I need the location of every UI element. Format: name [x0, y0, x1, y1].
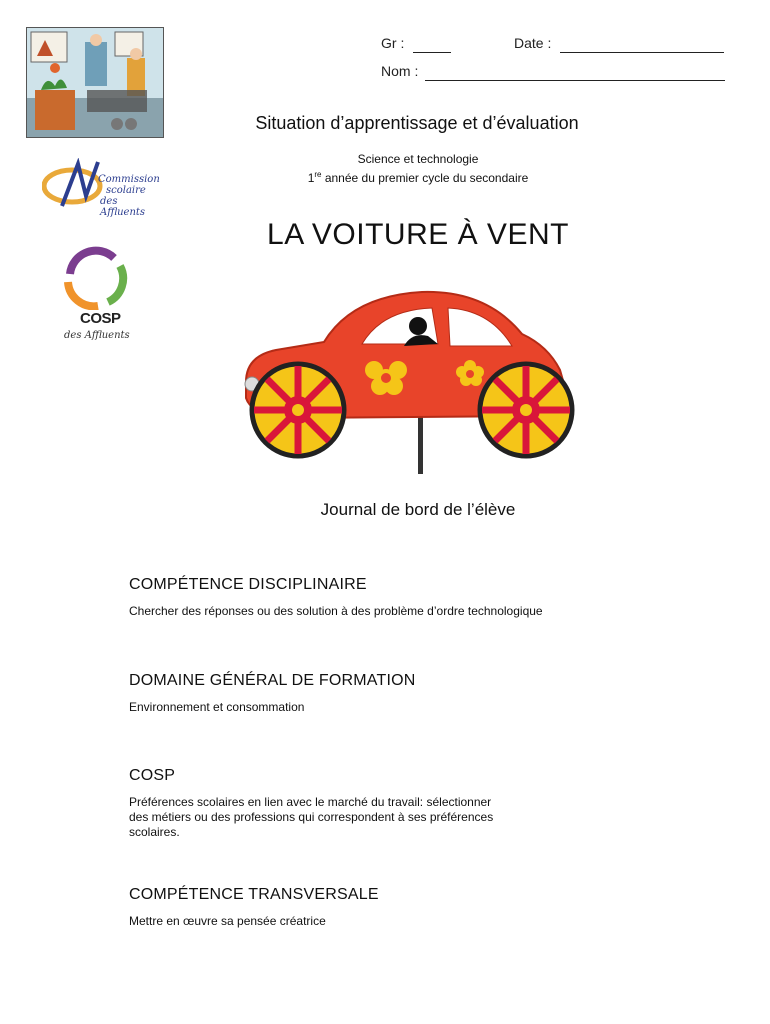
document-title: LA VOITURE À VENT [267, 218, 569, 251]
cosp-logo [58, 246, 138, 346]
subject-line: Science et technologie [357, 152, 479, 166]
section-heading: COSP [129, 767, 176, 784]
section-body: Environnement et consommation [129, 700, 305, 714]
cosp-logo-text: COSP [80, 310, 121, 327]
journal-title: Journal de bord de l’élève [320, 500, 516, 519]
group-field [381, 35, 451, 53]
wind-car-illustration [232, 286, 588, 476]
situation-heading: Situation d’apprentissage et d’évaluation [255, 113, 579, 133]
group-label: Gr : [381, 35, 405, 51]
section-body: Préférences scolaires en lien avec le marché du travail: sélectionner des métiers ou des professions qui correspondent à ses préférences scolaires. [129, 795, 494, 839]
section-heading: DOMAINE GÉNÉRAL DE FORMATION [129, 672, 416, 689]
section-heading: COMPÉTENCE DISCIPLINAIRE [129, 576, 367, 593]
commission-text-1: Commission [98, 174, 160, 185]
commission-text-2: scolaire [106, 185, 146, 196]
section-body: Mettre en œuvre sa pensée créatrice [129, 914, 326, 928]
name-input-line[interactable] [425, 66, 725, 81]
name-field [381, 63, 725, 81]
section-heading: COMPÉTENCE TRANSVERSALE [129, 886, 379, 903]
subtitle-block [256, 151, 580, 186]
section-domaine-general [129, 672, 729, 715]
name-label: Nom : [381, 63, 419, 79]
date-field [514, 35, 724, 53]
level-line: 1re année du premier cycle du secondaire [307, 170, 529, 185]
commission-scolaire-logo [42, 158, 160, 218]
section-competence-disciplinaire [129, 576, 729, 619]
date-input-line[interactable] [560, 38, 724, 53]
commission-text-3: des Affluents [100, 196, 146, 218]
cosp-logo-sub: des Affluents [64, 330, 130, 341]
date-label: Date : [514, 35, 552, 51]
section-body: Chercher des réponses ou des solution à des problème d’ordre technologique [129, 604, 543, 618]
section-cosp [129, 767, 729, 840]
section-competence-transversale [129, 886, 729, 929]
group-input-line[interactable] [413, 38, 451, 53]
